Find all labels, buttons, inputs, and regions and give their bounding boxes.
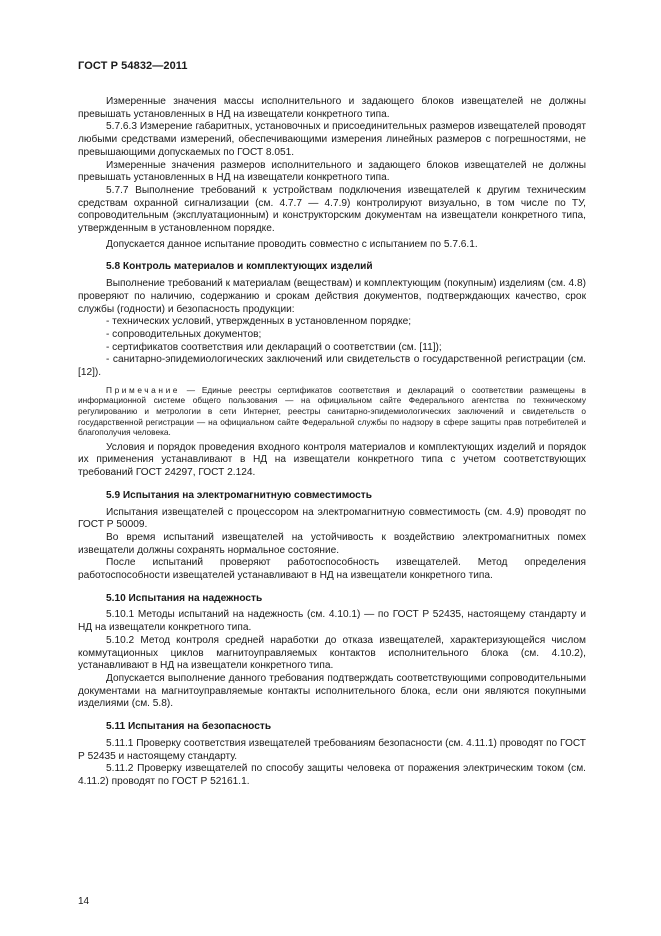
paragraph: Испытания извещателей с процессором на электромагнитную совместимость (см. 4.9) проводят по ГОСТ Р 50009. bbox=[78, 506, 586, 531]
paragraph: 5.7.6.3 Измерение габаритных, установочных и присоединительных размеров извещателей проводят любыми средствами измерений, обеспечивающими измерения линейных размеров с погрешностями, не превышающими допускаемых по ГОСТ 8.051. bbox=[78, 121, 586, 158]
document-header: ГОСТ Р 54832—2011 bbox=[78, 60, 188, 72]
section-heading-5-10: 5.10 Испытания на надежность bbox=[106, 592, 263, 604]
paragraph: 5.11.2 Проверку извещателей по способу защиты человека от поражения электрическим током (см. 4.11.2) проводят по ГОСТ Р 52161.1. bbox=[78, 763, 586, 787]
list-item: - технических условий, утвержденных в установленном порядке; bbox=[106, 316, 412, 328]
section-heading-5-11: 5.11 Испытания на безопасность bbox=[106, 721, 272, 733]
paragraph: 5.10.2 Метод контроля средней наработки до отказа извещателей, характеризующейся числом коммутационных циклов магнитоуправляемых контактов исполнительного блока (см. 4.10.2), устанавливают в НД на извещатели конкретного типа. bbox=[78, 634, 586, 672]
paragraph: Измеренные значения размеров исполнительного и задающего блоков извещателей не должны превышать установленных в НД на извещатели конкретного типа. bbox=[78, 159, 586, 184]
list-item: - сопроводительных документов; bbox=[106, 328, 262, 340]
note-text: — Единые реестры сертификатов соответствия и деклараций о соответствии размещены в информационной системе общего пользования — на официальном сайте Федерального агентства по техническому регулированию и метрологии в сети Интернет, реестры санитарно-эпидемиологических заключений и свидетельств о государственной регистрации — на официальном сайте Федеральной службы по надзору в сфере защиты прав потребителей и благополучия человека. bbox=[78, 384, 586, 438]
paragraph: После испытаний проверяют работоспособность извещателей. Метод определения работоспособности извещателей устанавливают в НД на извещатели конкретного типа. bbox=[78, 557, 586, 582]
paragraph: Во время испытаний извещателей на устойчивость к воздействию электромагнитных помех извещатели должны сохранять нормальное состояние. bbox=[78, 531, 586, 556]
paragraph: Измеренные значения массы исполнительного и задающего блоков извещателей не должны превышать установленных в НД на извещатели конкретного типа. bbox=[78, 96, 586, 120]
paragraph: 5.11.1 Проверку соответствия извещателей требованиям безопасности (см. 4.11.1) проводят по ГОСТ Р 52435 и настоящему стандарту. bbox=[78, 737, 586, 762]
section-heading-5-8: 5.8 Контроль материалов и комплектующих изделий bbox=[106, 261, 373, 273]
list-item: - санитарно-эпидемиологических заключений или свидетельств о государственной регистрации (см. [12]). bbox=[78, 354, 586, 379]
paragraph: 5.7.7 Выполнение требований к устройствам подключения извещателей к другим техническим средствам охранной сигнализации (см. 4.7.7 — 4.7.9) контролируют визуально, в том числе по ТУ, сопроводительным (эксплуатационным) и конструкторским документам на извещатели конкретного типа, утвержденным в установленном порядке. bbox=[78, 184, 586, 235]
paragraph: Выполнение требований к материалам (веществам) и комплектующим (покупным) изделиям (см. 4.8) проверяют по наличию, содержанию и срокам действия документов, подтверждающих качество, срок службы (годности) и безопасность продукции: bbox=[78, 278, 586, 315]
paragraph: Допускается данное испытание проводить совместно с испытанием по 5.7.6.1. bbox=[106, 238, 478, 250]
note bbox=[78, 385, 586, 438]
page-number: 14 bbox=[78, 896, 90, 907]
section-heading-5-9: 5.9 Испытания на электромагнитную совместимость bbox=[106, 489, 372, 501]
paragraph: Допускается выполнение данного требования подтверждать соответствующими сопроводительными документами на магнитоуправляемые контакты исполнительного блока, если они являются покупными изделиями (см. 5.8). bbox=[78, 672, 586, 710]
paragraph: Условия и порядок проведения входного контроля материалов и комплектующих изделий и порядок их применения устанавливают в НД на извещатели конкретного типа с учетом соответствующих требований ГОСТ 24297, ГОСТ 2.124. bbox=[78, 441, 586, 479]
list-item: - сертификатов соответствия или деклараций о соответствии (см. [11]); bbox=[106, 341, 442, 353]
paragraph: 5.10.1 Методы испытаний на надежность (см. 4.10.1) — по ГОСТ Р 52435, настоящему стандарту и НД на извещатели конкретного типа. bbox=[78, 609, 586, 634]
note-label: Примечание bbox=[106, 384, 181, 395]
document-body bbox=[78, 96, 586, 789]
